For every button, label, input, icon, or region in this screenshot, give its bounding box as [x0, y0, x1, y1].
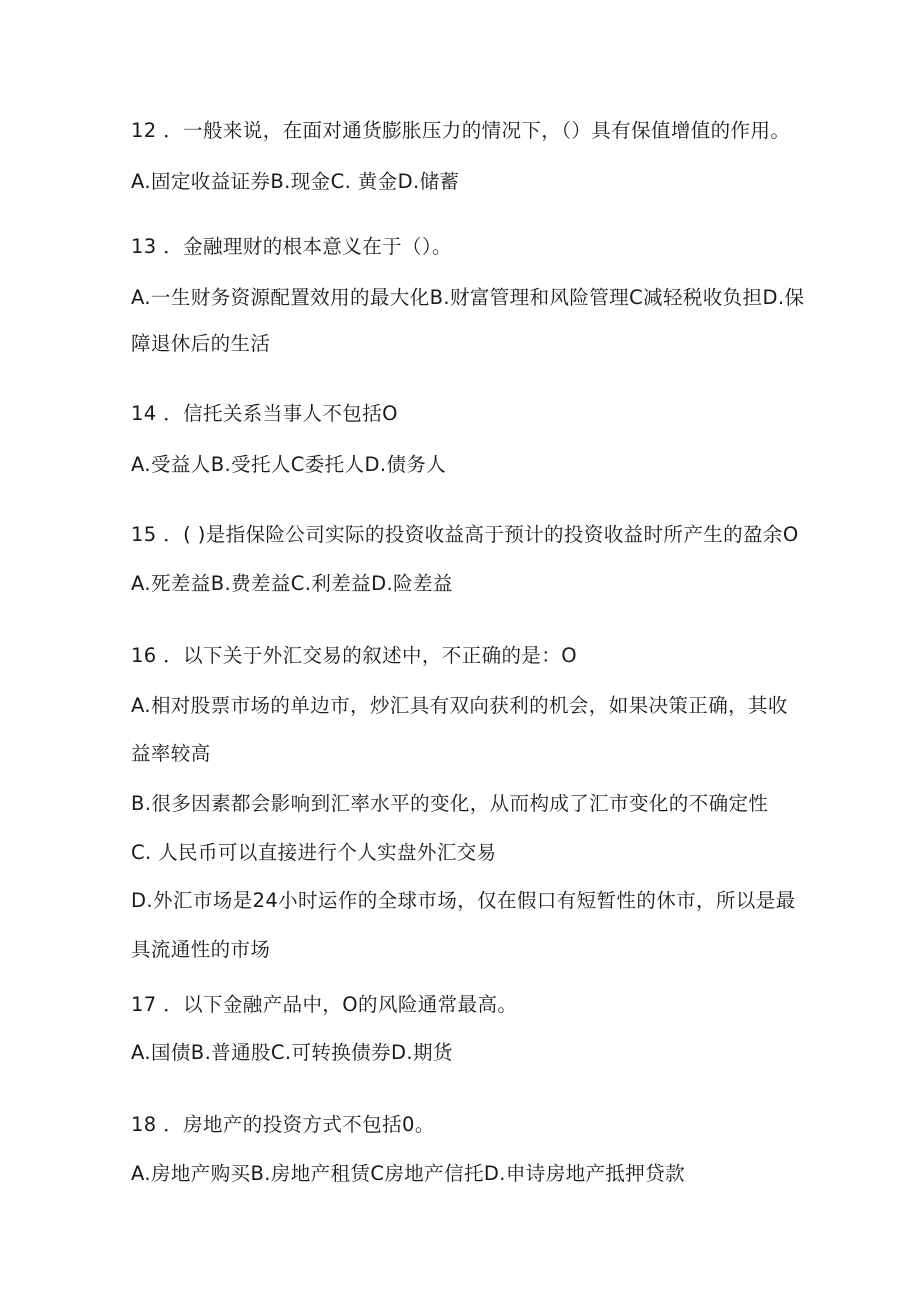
- question-18-stem: 18 ．房地产的投资方式不包括0。: [131, 1113, 435, 1136]
- question-12-stem: 12 ．一般来说，在面对通货膨胀压力的情况下，（）具有保值增值的作用。: [131, 119, 791, 142]
- question-16-option-a-line-1: A.相对股票市场的单边市，炒汇具有双向获利的机会，如果决策正确，其收: [131, 694, 788, 717]
- question-15-options: A.死差益B.费差益C.利差益D.险差益: [131, 572, 453, 595]
- question-16-option-d-line-1: D.外汇市场是24小时运作的全球市场，仅在假口有短暂性的休市，所以是最: [131, 889, 796, 912]
- question-16-stem: 16 ．以下关于外汇交易的叙述中，不正确的是：O: [131, 644, 577, 667]
- question-18-options: A.房地产购买B.房地产租赁C房地产信托D.申诗房地产抵押贷款: [131, 1162, 686, 1185]
- question-16-option-c: C. 人民币可以直接进行个人实盘外汇交易: [131, 841, 497, 864]
- question-16-option-b: B.很多因素都会影响到汇率水平的变化，从而构成了汇市变化的不确定性: [131, 792, 769, 815]
- question-17-stem: 17 ．以下金融产品中，O的风险通常最高。: [131, 993, 518, 1016]
- question-13-options-line-1: A.一生财务资源配置效用的最大化B.财富管理和风险管理C减轻税收负担D.保: [131, 286, 805, 309]
- question-17-options: A.国债B.普通股C.可转换债券D.期货: [131, 1041, 453, 1064]
- question-12-options: A.固定收益证券B.现金C. 黄金D.储蓄: [131, 170, 460, 193]
- question-13-options-line-2: 障退休后的生活: [131, 332, 271, 355]
- question-14-options: A.受益人B.受托人C委托人D.债务人: [131, 453, 447, 476]
- question-13-stem: 13 ．金融理财的根本意义在于（）。: [131, 235, 452, 258]
- question-16-option-d-line-2: 具流通性的市场: [131, 938, 271, 961]
- question-15-stem: 15 ．( )是指保险公司实际的投资收益高于预计的投资收益时所产生的盈余O: [131, 523, 799, 546]
- question-14-stem: 14 ．信托关系当事人不包括O: [131, 402, 398, 425]
- question-16-option-a-line-2: 益率较高: [131, 742, 211, 765]
